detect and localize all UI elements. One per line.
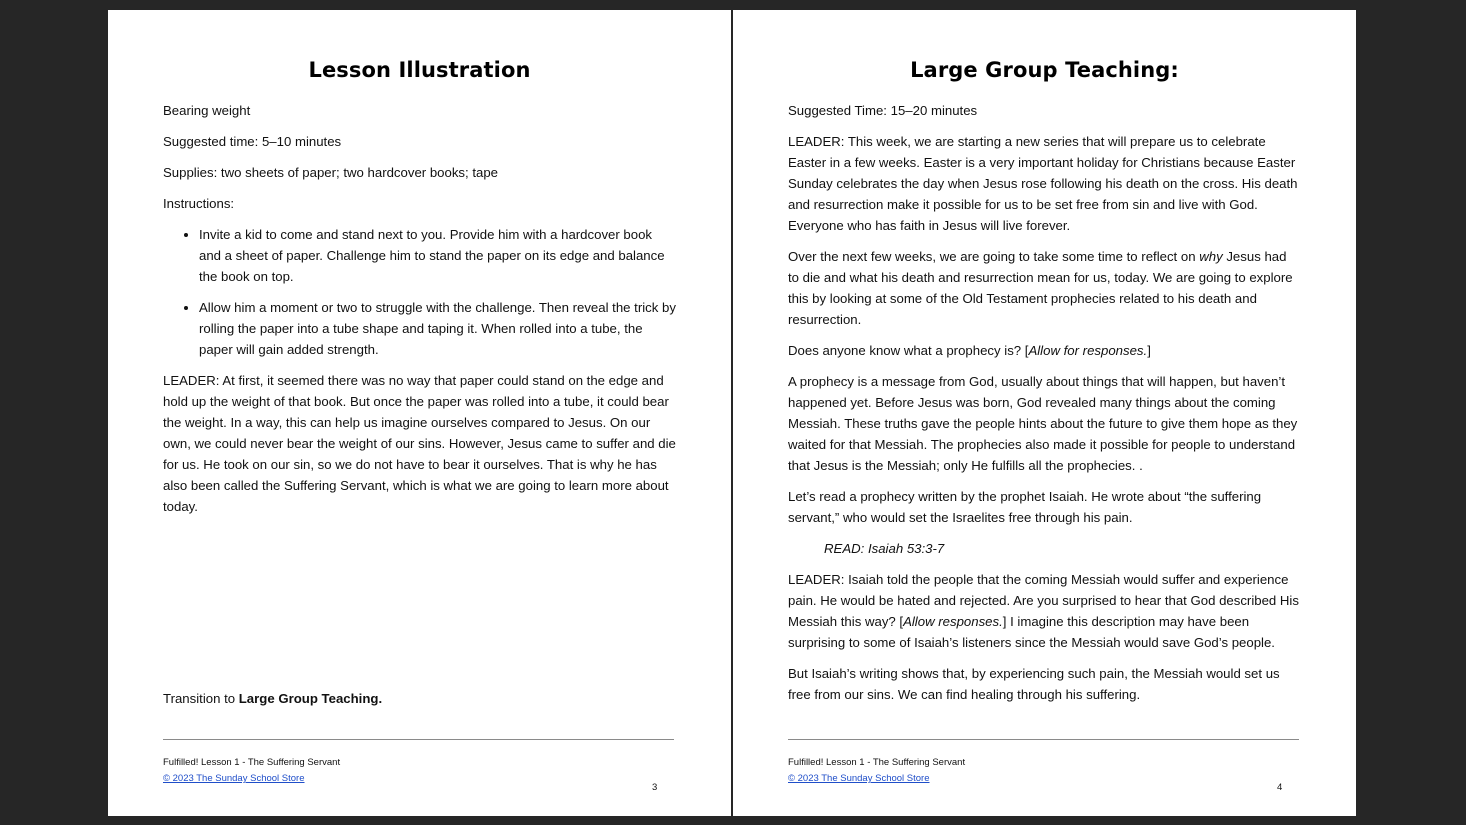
page-heading: Lesson Illustration bbox=[308, 58, 531, 82]
leader-paragraph: LEADER: This week, we are starting a new series that will prepare us to celebrate Easter in a few weeks. Easter is a very important holiday for Christians because Easter Sunday celebrates the day when Jesus rose following his death on the cross. His death and resurrection make it possible for us to be set free from sin and live with God. Everyone who has faith in Jesus will live forever. bbox=[788, 134, 1298, 233]
transition-line bbox=[163, 688, 382, 709]
paragraph: A prophecy is a message from God, usually about things that will happen, but haven’t happened yet. Before Jesus was born, God revealed many things about the coming Messiah. These truths gave the people hints about the future to give them hope as they waited for that Messiah. The prophecies also made it possible for people to understand that Jesus is the Messiah; only He fulfills all the prophecies. . bbox=[788, 374, 1298, 473]
text-run: ] bbox=[1147, 343, 1151, 358]
supplies: Supplies: two sheets of paper; two hardcover books; tape bbox=[163, 165, 499, 180]
footer-divider bbox=[788, 739, 1299, 740]
footer-copyright-link[interactable]: © 2023 The Sunday School Store bbox=[788, 773, 930, 784]
instructions-list bbox=[163, 224, 676, 360]
list-item: • Allow him a moment or two to struggle with the challenge. Then reveal the trick by rolling the paper into a tube shape and taping it. When rolled into a tube, the paper will gain added strength. bbox=[199, 297, 676, 360]
text-run: Does anyone know what a prophecy is? [ bbox=[788, 343, 1029, 358]
transition-target: Large Group Teaching. bbox=[238, 691, 383, 706]
leader-paragraph: LEADER: At first, it seemed there was no way that paper could stand on the edge and hold up the weight of that book. But once the paper was rolled into a tube, it could bear the weight. In a way, this can help us imagine ourselves compared to Jesus. On our own, we could never bear the weight of our sins. However, Jesus came to suffer and die for us. He took on our sin, so we do not have to bear it ourselves. That is why he has also been called the Suffering Servant, which is what we are going to learn more about today. bbox=[163, 373, 676, 514]
footer-divider bbox=[163, 739, 674, 740]
emphasis: why bbox=[1199, 249, 1223, 264]
paragraph bbox=[788, 340, 1301, 361]
footer-title: Fulfilled! Lesson 1 - The Suffering Servant bbox=[788, 757, 966, 768]
page-number: 4 bbox=[1277, 782, 1283, 793]
paragraph bbox=[788, 246, 1301, 330]
footer-title: Fulfilled! Lesson 1 - The Suffering Servant bbox=[163, 757, 341, 768]
transition-prefix: Transition to bbox=[163, 691, 239, 706]
text-run: Over the next few weeks, we are going to take some time to reflect on bbox=[788, 249, 1200, 264]
leader-paragraph bbox=[788, 569, 1301, 653]
emphasis: Allow responses. bbox=[903, 614, 1003, 629]
instructions-label: Instructions: bbox=[163, 196, 235, 211]
suggested-time: Suggested time: 5–10 minutes bbox=[163, 134, 342, 149]
list-item: • Invite a kid to come and stand next to you. Provide him with a hardcover book and a sheet of paper. Challenge him to stand the paper on its edge and balance the book on top. bbox=[199, 224, 676, 287]
footer-copyright-link[interactable]: © 2023 The Sunday School Store bbox=[163, 773, 305, 784]
illustration-subtitle: Bearing weight bbox=[163, 103, 251, 118]
text-run: LEADER: Isaiah told the people that the coming Messiah would suffer and experience pain. He would be hated and rejected. Are you surprised to hear that God described His Messiah this way? [ bbox=[788, 572, 1299, 629]
page-3 bbox=[108, 10, 731, 816]
paragraph: Let’s read a prophecy written by the prophet Isaiah. He wrote about “the suffering servant,” who would set the Israelites free through his pain. bbox=[788, 489, 1262, 525]
emphasis: Allow for responses. bbox=[1028, 343, 1148, 358]
text-run: Jesus had to die and what his death and resurrection mean for us, today. We are going to explore this by looking at some of the Old Testament prophecies related to his death and resurrection. bbox=[788, 249, 1293, 327]
suggested-time: Suggested Time: 15–20 minutes bbox=[788, 103, 978, 118]
scripture-reading: READ: Isaiah 53:3-7 bbox=[824, 541, 945, 556]
text-run: ] I imagine this description may have been surprising to some of Isaiah’s listeners since the Messiah would save God’s people. bbox=[788, 614, 1275, 650]
page-number: 3 bbox=[652, 782, 658, 793]
page-4 bbox=[733, 10, 1356, 816]
paragraph: But Isaiah’s writing shows that, by experiencing such pain, the Messiah would set us free from our sins. We can find healing through his suffering. bbox=[788, 666, 1280, 702]
page-heading: Large Group Teaching: bbox=[910, 58, 1179, 82]
